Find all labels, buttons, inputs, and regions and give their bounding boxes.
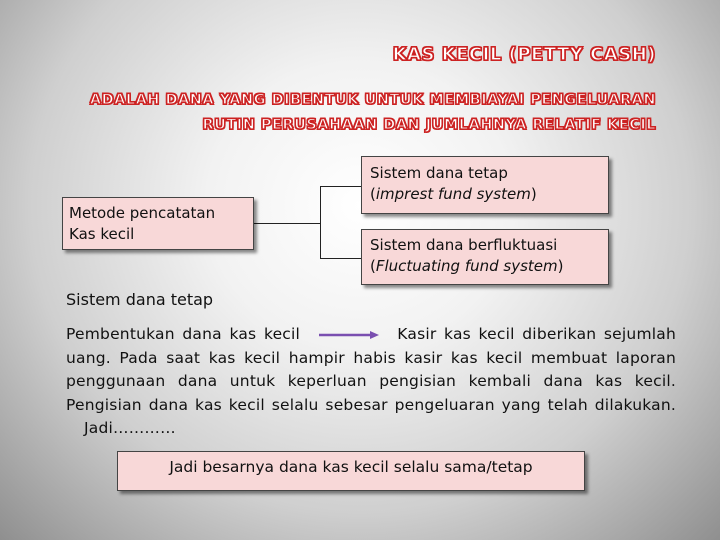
section-heading: Sistem dana tetap — [66, 290, 214, 309]
branch-fluctuating-line2: (Fluctuating fund system) — [370, 257, 564, 275]
branch-node-fixed — [361, 156, 609, 214]
definition-line-1: ADALAH DANA YANG DIBENTUK UNTUK MEMBIAYAI PENGELUARAN — [89, 92, 656, 108]
branch-node-fluctuating — [361, 229, 609, 285]
connector-branch-1 — [320, 186, 361, 187]
branch-fluctuating-line1: Sistem dana berfluktuasi — [370, 236, 558, 254]
paragraph-start: Pembentukan dana kas kecil — [66, 325, 301, 343]
branch-fluctuating-english: Fluctuating fund system — [375, 257, 558, 275]
connector-branch-2 — [320, 258, 361, 259]
root-node-box — [62, 197, 254, 250]
conclusion-text: Jadi besarnya dana kas kecil selalu sama/tetap — [169, 458, 533, 476]
conclusion-box — [117, 451, 585, 491]
root-node-line1: Metode pencatatan — [69, 204, 216, 222]
branch-fixed-line2: (imprest fund system) — [370, 185, 537, 203]
right-arrow-icon — [318, 330, 380, 340]
branch-fixed-english: imprest fund system — [375, 185, 531, 203]
branch-fixed-line1: Sistem dana tetap — [370, 164, 508, 182]
paragraph-end: Jadi………… — [84, 419, 176, 437]
connector-vertical — [320, 186, 321, 259]
root-node-line2: Kas kecil — [69, 225, 135, 243]
paragraph-body: Kasir kas kecil diberikan sejumlah uang. Pada saat kas kecil hampir habis kasir kas kecil membuat laporan penggunaan dana untuk keperluan pengisian kembali dana kas kecil. Pengisian dana kas kecil selalu sebesar pengeluaran yang telah dilakukan. — [66, 325, 676, 414]
connector-root — [254, 223, 320, 224]
definition-line-2: RUTIN PERUSAHAAN DAN JUMLAHNYA RELATIF KECIL — [202, 117, 656, 133]
page-title: KAS KECIL (PETTY CASH) — [392, 44, 656, 65]
section-paragraph — [66, 323, 676, 441]
